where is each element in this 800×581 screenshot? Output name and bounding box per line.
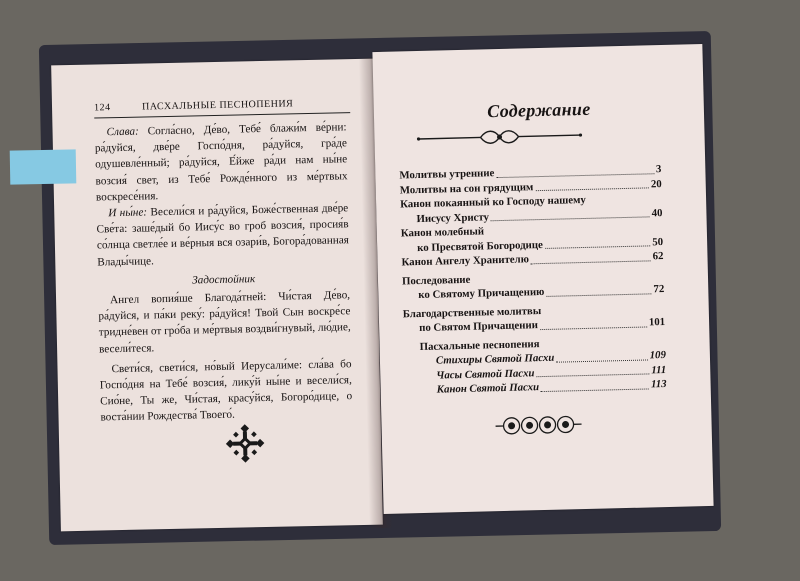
zadostoinik-heading: Задостойник [192, 273, 256, 287]
toc-entry[interactable]: ко Пресвятой Богородице 50 [417, 235, 664, 254]
toc-entry-line1[interactable]: Последование [401, 273, 471, 287]
running-title: ПАСХАЛЬНЫЕ ПЕСНОПЕНИЯ [141, 98, 294, 113]
cross-ornament-icon [225, 423, 266, 464]
paragraph-i-nyne [96, 200, 349, 270]
toc-entry[interactable]: Часы Святой Пасхи 111 [436, 363, 667, 382]
floral-divider-icon [414, 125, 584, 149]
right-page [372, 44, 713, 514]
paragraph-angel: Ангел вопия́ше Благода́тней: Чи́стая Де́во, ра́дуйся, и па́ки реку́: ра́дуйся! Твой Сын воскре́се тридне́вен от гро́ба и ме́ртвыя воздви́гнувый, лю́дие, весели́теся. [98, 289, 351, 356]
toc-entry-line1[interactable]: Канон покаянный ко Господу нашему [399, 193, 587, 211]
toc-entry[interactable]: Иисусу Христу 40 [416, 206, 663, 225]
toc-entry[interactable]: Молитвы на сон грядущим 20 [399, 177, 662, 196]
bookmark-ribbon [10, 149, 77, 184]
rosette-ornament-icon [493, 413, 584, 437]
toc-entry[interactable]: по Святом Причащении 101 [419, 316, 666, 335]
toc-entry[interactable]: Канон Святой Пасхи 113 [436, 378, 667, 396]
slava-text: Согла́сно, Де́во, Тебе́ блажи́м ве́рни: ра́дуйся, две́ре Госпо́дня, ра́дуйся, гра́де одушевле́нный; ра́дуйся, Е́йже ра́ди нам ны́не возсия́ свет, из Тебе́ Рожде́нного из ме́ртвых воскресе́ния. [94, 121, 348, 204]
toc-entry-line1[interactable]: Канон молебный [400, 225, 485, 240]
running-head [93, 97, 350, 114]
toc-entry[interactable]: ко Святому Причащению 72 [418, 283, 665, 302]
page-number: 124 [93, 102, 111, 114]
toc-entry[interactable]: Молитвы утренние 3 [399, 163, 662, 182]
toc-title: Содержание [487, 98, 591, 122]
i-nyne-label: И ны́не: [108, 206, 148, 220]
toc-entry[interactable]: Стихиры Святой Пасхи 109 [435, 349, 667, 367]
toc-entry-line1[interactable]: Благодарственные молитвы [402, 304, 542, 320]
paragraph-slava [94, 119, 348, 205]
header-rule [94, 112, 350, 118]
i-nyne-text: Весели́ся и ра́дуйся, Боже́ственная две́ре Све́та: заше́дый бо Иису́с во гроб возсия́, просия́в со́лнца светле́е и ве́рныя вся озари́в, Богора́дованная Влады́чице. [96, 202, 350, 269]
toc-section-heading[interactable]: Пасхальные песнопения [419, 337, 540, 353]
paragraph-svetisya: Свети́ся, свети́ся, но́вый Иерусали́ме: сла́ва бо Госпо́дня на Тебе́ возсия́, лику́й ны́не и весели́ся, Сио́не, Ты же, Чи́стая, красу́йся, Богоро́дице, о воста́нии Рождества́ Твоего́. [99, 358, 353, 424]
slava-label: Слава: [106, 125, 139, 139]
table-of-contents [399, 162, 667, 398]
left-page [51, 59, 383, 532]
hymn-text [94, 119, 352, 426]
toc-entry[interactable]: Канон Ангелу Хранителю 62 [401, 250, 664, 269]
